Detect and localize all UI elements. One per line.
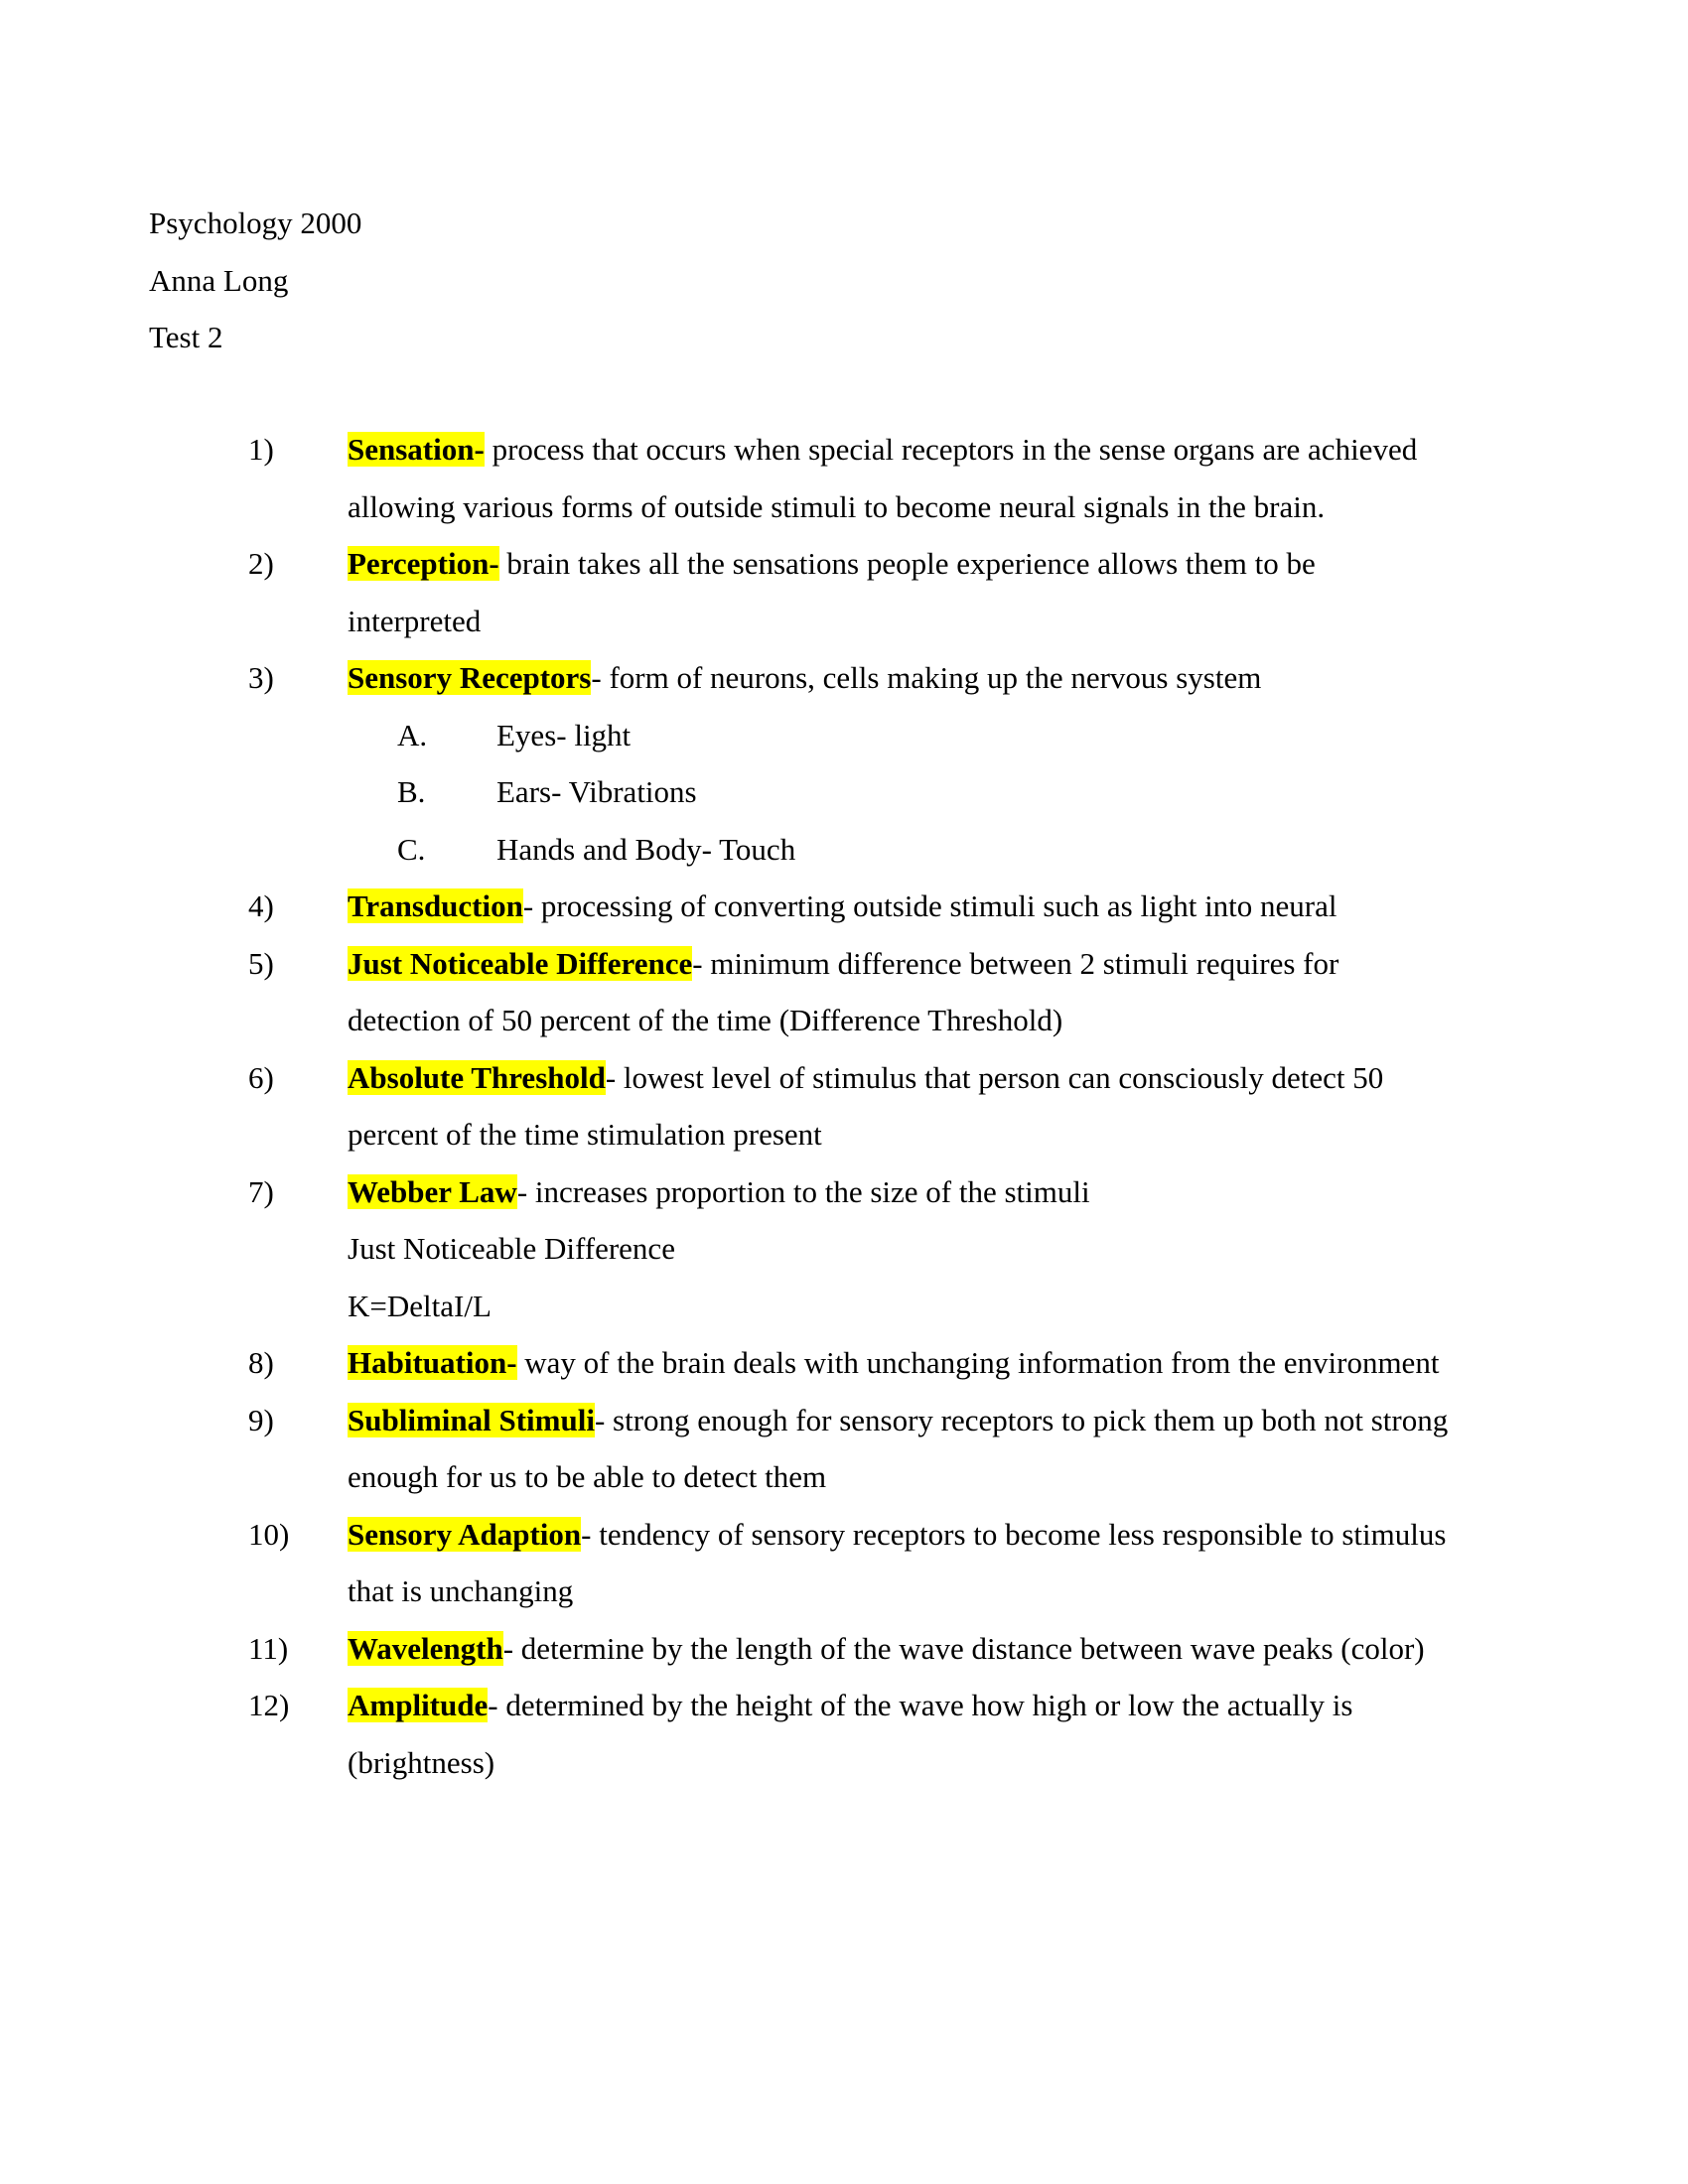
extra-line: Just Noticeable Difference [348, 1231, 675, 1266]
highlighted-term: Transduction [348, 888, 523, 923]
term-definition: - processing of converting outside stimuli such as light into neural [522, 888, 1337, 923]
term-definition: - form of neurons, cells making up the nervous system [591, 660, 1262, 695]
highlighted-term: Webber Law [348, 1173, 517, 1209]
list-item [0, 535, 1688, 649]
highlighted-term: Wavelength [348, 1630, 503, 1666]
item-content [348, 935, 1450, 1049]
item-number: 2) [248, 546, 274, 581]
highlighted-term: Perception- [348, 546, 499, 581]
sub-item-letter: A. [397, 717, 428, 752]
formula-line: K=DeltaI/L [348, 1288, 492, 1323]
item-number: 4) [248, 888, 274, 923]
list-item [0, 421, 1688, 535]
list-item [0, 935, 1688, 1049]
item-number: 8) [248, 1345, 274, 1380]
highlighted-term: Sensory Adaption [348, 1516, 582, 1552]
sub-list-item [0, 707, 1688, 764]
document-header [149, 195, 361, 366]
list-item [0, 1620, 1688, 1678]
sub-item-text: Eyes- light [496, 717, 632, 752]
item-content [348, 1506, 1450, 1620]
list-item [0, 1392, 1688, 1506]
item-number: 3) [248, 660, 274, 695]
sub-list-item [0, 821, 1688, 879]
term-definition: brain takes all the sensations people experience allows them to be interpreted [348, 546, 1316, 638]
term-definition: - determined by the height of the wave how high or low the actually is (brightness) [348, 1688, 1353, 1780]
item-content [348, 1392, 1450, 1506]
list-item [0, 1677, 1688, 1791]
item-content [348, 649, 1450, 707]
term-definition: way of the brain deals with unchanging information from the environment [516, 1345, 1440, 1380]
item-content [348, 1677, 1450, 1791]
list-item [0, 878, 1688, 935]
sub-item-letter: C. [397, 831, 426, 867]
term-definition: - minimum difference between 2 stimuli requires for detection of 50 percent of the time (Difference Threshold) [348, 945, 1339, 1037]
list-item [0, 1506, 1688, 1620]
sub-item-text: Hands and Body- Touch [496, 831, 796, 867]
item-number: 1) [248, 432, 274, 467]
highlighted-term: Absolute Threshold [348, 1059, 606, 1095]
list-item [0, 649, 1688, 878]
term-list [0, 421, 1688, 1791]
item-number: 6) [248, 1059, 274, 1095]
highlighted-term: Just Noticeable Difference [348, 945, 693, 981]
item-number: 7) [248, 1173, 274, 1209]
item-content [348, 1334, 1450, 1392]
sub-list-item [0, 763, 1688, 821]
term-definition: - determine by the length of the wave distance between wave peaks (color) [502, 1630, 1425, 1666]
highlighted-term: Subliminal Stimuli [348, 1402, 595, 1437]
highlighted-term: Amplitude [348, 1688, 489, 1722]
term-definition: - increases proportion to the size of the stimuli [516, 1173, 1090, 1209]
item-number: 12) [248, 1688, 290, 1722]
item-content [348, 878, 1450, 935]
highlighted-term: Sensory Receptors [348, 660, 592, 695]
item-content [348, 535, 1450, 649]
term-definition: - lowest level of stimulus that person can consciously detect 50 percent of the time stimulation present [348, 1059, 1384, 1152]
item-number: 10) [248, 1516, 290, 1552]
list-item [0, 1049, 1688, 1163]
test-title: Test 2 [149, 320, 223, 354]
course-title: Psychology 2000 [149, 205, 362, 240]
item-content [348, 1163, 1450, 1221]
highlighted-term: Habituation- [348, 1345, 517, 1380]
list-item [0, 1163, 1688, 1335]
sub-item-text: Ears- Vibrations [496, 774, 697, 809]
sub-item-letter: B. [397, 774, 426, 809]
item-number: 9) [248, 1402, 274, 1437]
item-content [348, 421, 1450, 535]
list-item [0, 1334, 1688, 1392]
item-content [348, 1049, 1450, 1163]
item-number: 5) [248, 945, 274, 981]
term-definition: process that occurs when special receptors in the sense organs are achieved allowing various forms of outside stimuli to become neural signals in the brain. [348, 432, 1418, 524]
student-name: Anna Long [149, 262, 289, 298]
item-number: 11) [248, 1630, 289, 1666]
term-definition: - strong enough for sensory receptors to pick them up both not strong enough for us to be able to detect them [348, 1402, 1449, 1494]
term-definition: - tendency of sensory receptors to become less responsible to stimulus that is unchanging [348, 1516, 1447, 1608]
item-content [348, 1620, 1450, 1678]
highlighted-term: Sensation- [348, 432, 485, 467]
